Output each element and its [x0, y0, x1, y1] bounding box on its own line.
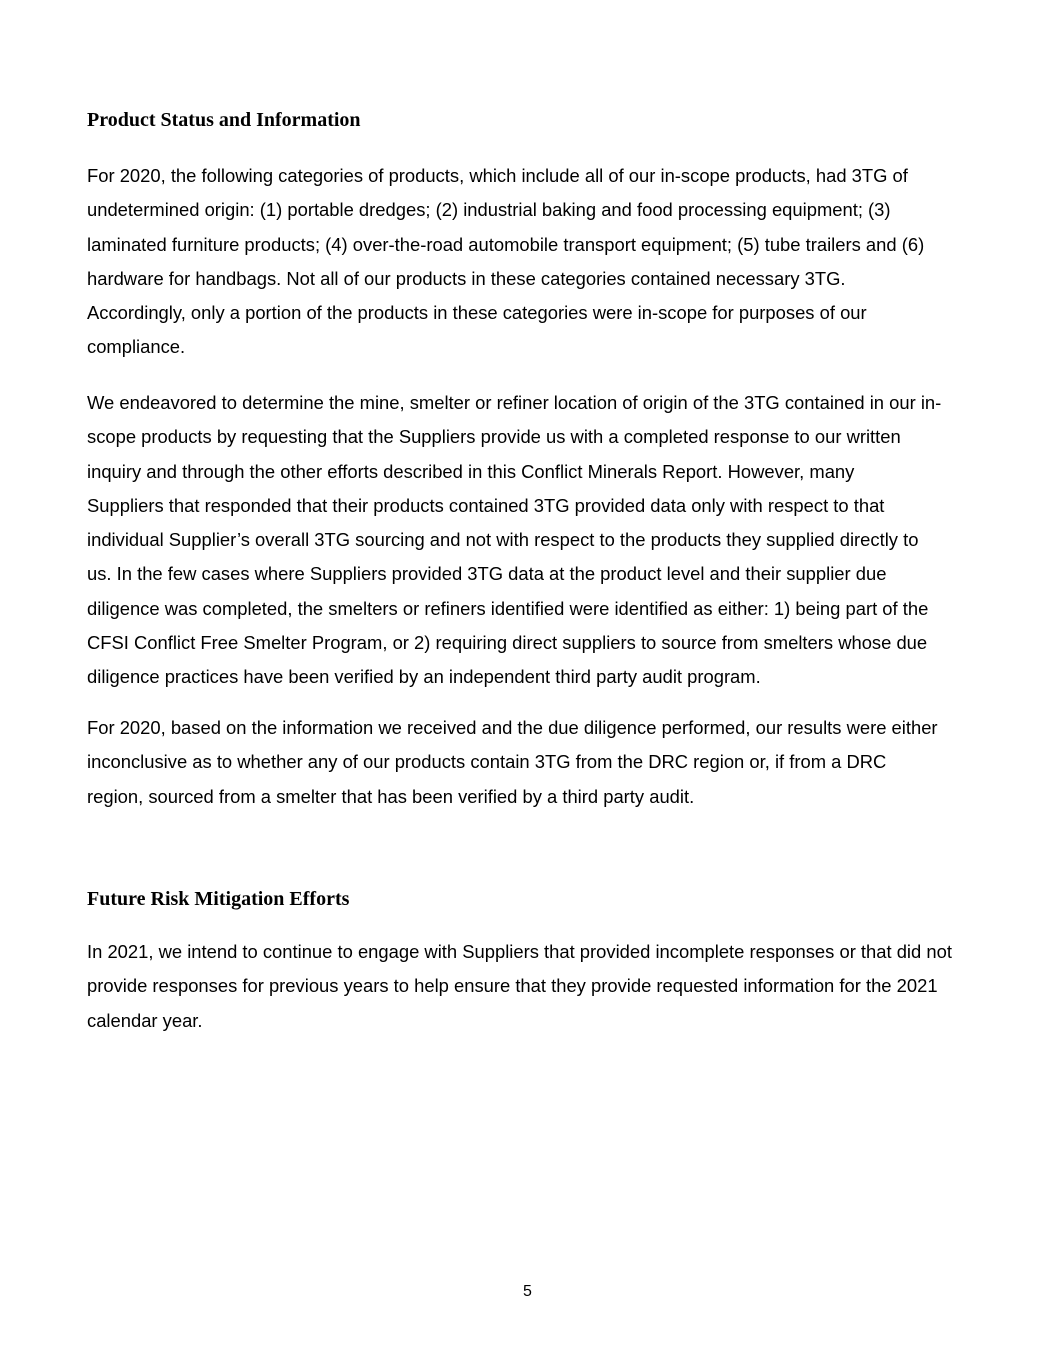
paragraph-results-2020	[87, 711, 938, 814]
text-line: For 2020, the following categories of products, which include all of our in-scope products, had 3TG of	[87, 165, 908, 186]
text-line: calendar year.	[87, 1009, 203, 1031]
text-line: provide responses for previous years to help ensure that they provide requested information for the 2021	[87, 975, 938, 997]
paragraph-origin-determination	[87, 386, 941, 695]
text-line: region, sourced from a smelter that has been verified by a third party audit.	[87, 785, 695, 807]
text-line: laminated furniture products; (4) over-the-road automobile transport equipment; (5) tube trailers and (6)	[87, 233, 925, 255]
text-line: diligence was completed, the smelters or refiners identified were identified as either: 1) being part of the	[87, 597, 929, 619]
text-line: us. In the few cases where Suppliers provided 3TG data at the product level and their supplier due	[87, 563, 887, 585]
text-line: compliance.	[87, 336, 186, 358]
section-heading-product-status: Product Status and Information	[87, 109, 361, 131]
text-line: diligence practices have been verified by an independent third party audit program.	[87, 666, 761, 688]
text-line: Accordingly, only a portion of the products in these categories were in-scope for purposes of our	[87, 302, 867, 324]
text-line: inquiry and through the other efforts described in this Conflict Minerals Report. However, many	[87, 460, 855, 482]
text-line: In 2021, we intend to continue to engage with Suppliers that provided incomplete responses or that did not	[87, 941, 952, 962]
section-heading-future-risk: Future Risk Mitigation Efforts	[87, 888, 350, 910]
text-line: undetermined origin: (1) portable dredges; (2) industrial baking and food processing equipment; (3)	[87, 199, 891, 221]
text-line: We endeavored to determine the mine, smelter or refiner location of origin of the 3TG contained in our in-	[87, 392, 942, 413]
paragraph-product-categories	[87, 159, 924, 365]
text-line: Suppliers that responded that their products contained 3TG provided data only with respect to that	[87, 494, 885, 516]
text-line: individual Supplier’s overall 3TG sourcing and not with respect to the products they supplied directly to	[87, 529, 919, 551]
paragraph-future-efforts	[87, 935, 952, 1038]
page-number: 5	[523, 1283, 532, 1300]
text-line: hardware for handbags. Not all of our products in these categories contained necessary 3TG.	[87, 267, 846, 289]
text-line: inconclusive as to whether any of our products contain 3TG from the DRC region or, if from a DRC	[87, 751, 887, 773]
text-line: For 2020, based on the information we received and the due diligence performed, our results were either	[87, 717, 938, 738]
text-line: scope products by requesting that the Suppliers provide us with a completed response to our written	[87, 426, 901, 448]
text-line: CFSI Conflict Free Smelter Program, or 2) requiring direct suppliers to source from smelters whose due	[87, 632, 928, 654]
